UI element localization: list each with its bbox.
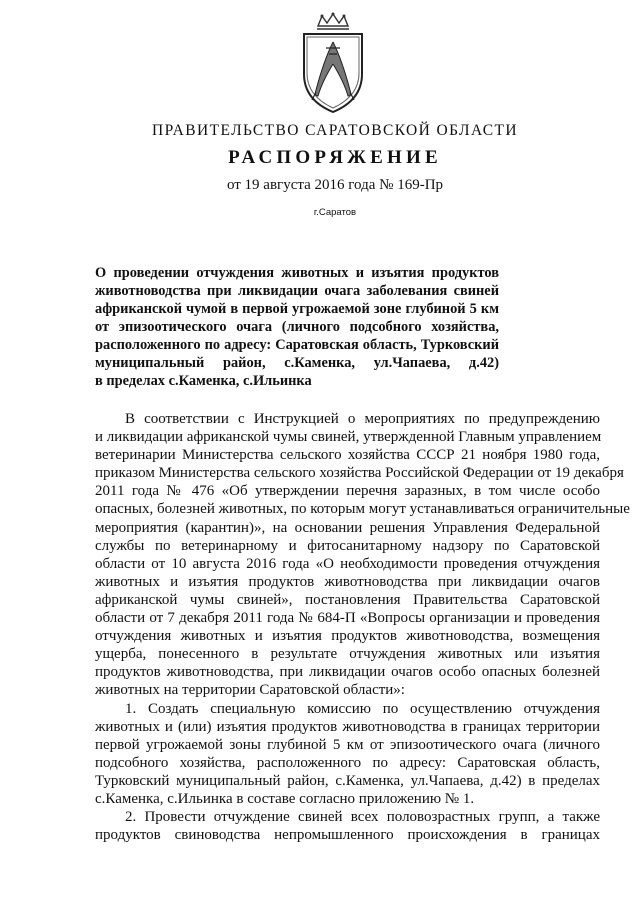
body-line: африканской чумы свиней», постановления Правительства Саратовской xyxy=(95,591,600,608)
title-line: в пределах с.Каменка, с.Ильинка xyxy=(95,373,312,389)
document-date-number: от 19 августа 2016 года № 169-Пр xyxy=(226,177,444,193)
body-line: области от 10 августа 2016 года «О необходимости проведения отчуждения xyxy=(95,555,600,572)
body-line: и ликвидации африканской чумы свиней, утвержденной Главным управлением xyxy=(95,429,602,446)
body-line: Турковский муниципальный район, с.Каменка, ул.Чапаева, д.42) в пределах xyxy=(95,772,600,789)
body-line: животных на территории Саратовской области»: xyxy=(95,682,405,699)
document-city: г.Саратов xyxy=(313,207,357,218)
body-line: с.Каменка, с.Ильинка в составе согласно приложению № 1. xyxy=(95,790,475,807)
body-line: 1. Создать специальную комиссию по осуществлению отчуждения xyxy=(125,700,600,717)
title-line: О проведении отчуждения животных и изъятия продуктов xyxy=(95,265,499,281)
title-line: от эпизоотического очага (личного подсобного хозяйства, xyxy=(95,319,499,335)
title-line: африканской чумой в первой угрожаемой зоне глубиной 5 км xyxy=(95,301,499,317)
body-line: ветеринарии Министерства сельского хозяйства СССР 21 ноября 1980 года, xyxy=(95,447,600,464)
body-line: продуктов свиноводства непромышленного происхождения в границах xyxy=(95,827,600,844)
document-type: РАСПОРЯЖЕНИЕ xyxy=(228,147,442,168)
body-line: приказом Министерства сельского хозяйства Российской Федерации от 19 декабря xyxy=(95,465,624,482)
body-line: опасных, болезней животных, по которым могут устанавливаться ограничительные xyxy=(95,501,630,518)
body-line: первой угрожаемой зоны глубиной 5 км от эпизоотического очага (личного xyxy=(95,736,600,753)
saratov-coat-of-arms-emblem xyxy=(296,12,370,116)
body-line: В соответствии с Инструкцией о мероприятиях по предупреждению xyxy=(125,411,600,427)
document-body xyxy=(95,410,630,844)
body-line: ущерба, понесенного в результате отчуждения животных или изъятия xyxy=(95,646,600,663)
body-line: службы по ветеринарному и фитосанитарному надзору по Саратовской xyxy=(95,537,600,554)
body-line: области от 7 декабря 2011 года № 684-П «Вопросы организации и проведения xyxy=(95,610,600,627)
body-line: 2011 года № 476 «Об утверждении перечня заразных, в том числе особо xyxy=(95,483,600,500)
title-line: муниципальный район, с.Каменка, ул.Чапаева, д.42) xyxy=(95,355,499,371)
body-line: животных и изъятия продуктов животноводства при ликвидации очагов xyxy=(95,573,600,590)
body-line: отчуждения животных и изъятия продуктов животноводства, возмещения xyxy=(95,628,600,645)
title-line: расположенного по адресу: Саратовская область, Турковский xyxy=(95,337,499,353)
body-line: животных и (или) изъятия продуктов животноводства в границах территории xyxy=(95,718,600,735)
document-title xyxy=(95,264,499,390)
body-line: подсобного хозяйства, расположенного по адресу: Саратовская область, xyxy=(95,754,600,771)
body-line: 2. Провести отчуждение свиней всех половозрастных групп, а также xyxy=(125,809,600,826)
title-line: животноводства при ликвидации очага заболевания свиней xyxy=(95,283,499,299)
body-line: продуктов животноводства, при ликвидации очагов особо опасных болезней xyxy=(95,664,600,681)
organization-name: ПРАВИТЕЛЬСТВО САРАТОВСКОЙ ОБЛАСТИ xyxy=(152,122,518,139)
body-line: мероприятия (карантин)», на основании решения Управления Федеральной xyxy=(95,519,600,536)
